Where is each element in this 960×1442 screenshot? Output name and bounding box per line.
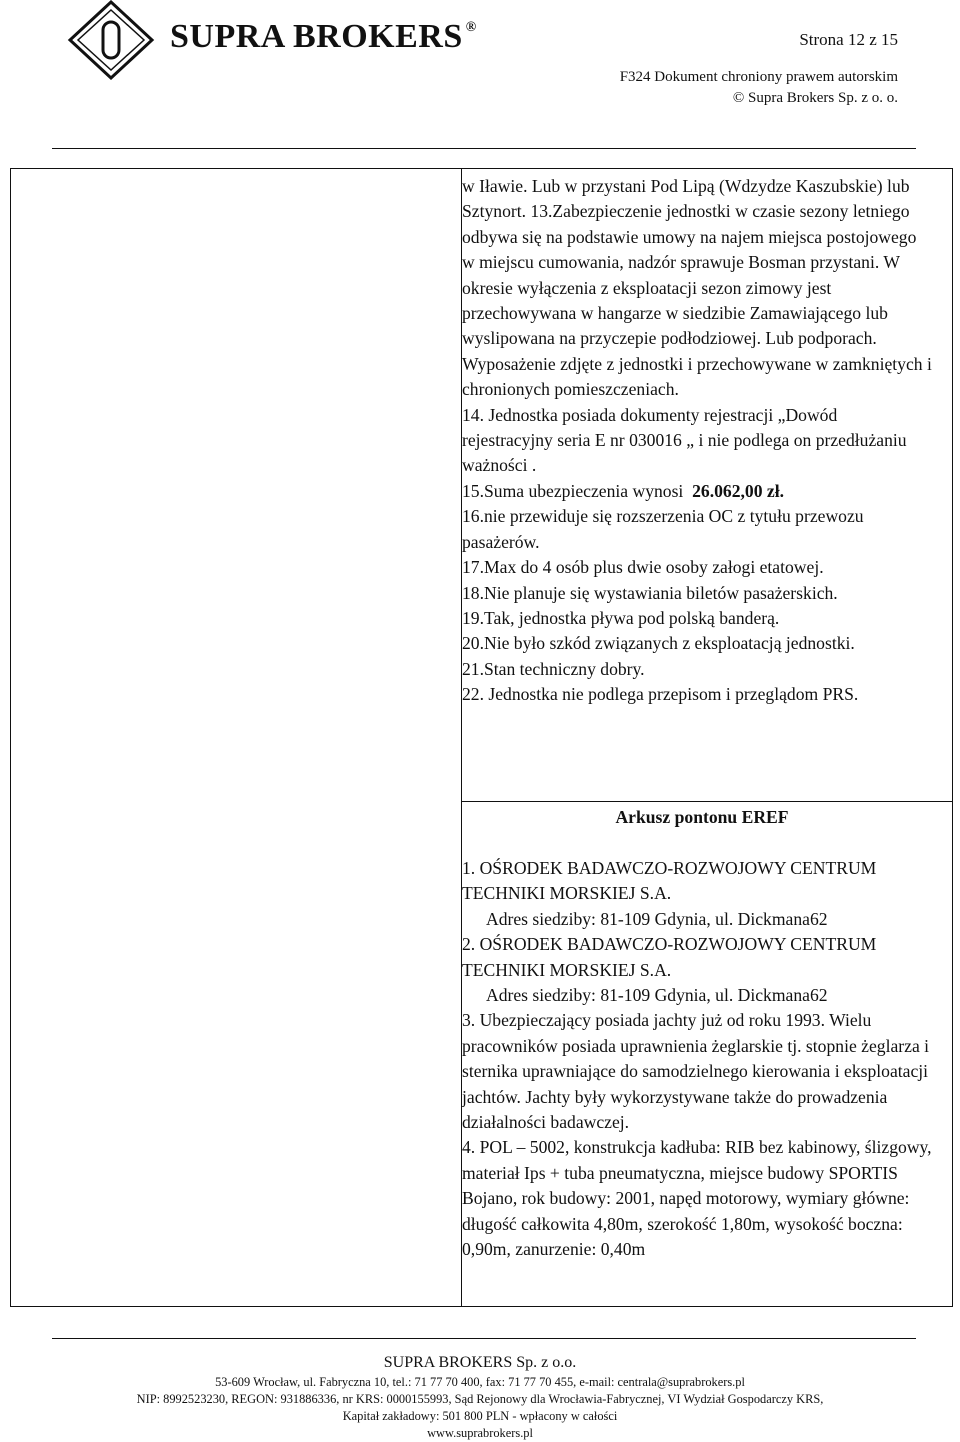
pontoon-sheet-cell (462, 856, 942, 1263)
page-number: Strona 12 z 15 (799, 30, 898, 49)
company-logo (66, 0, 486, 80)
sheet-item-3: 3. Ubezpieczający posiada jachty już od roku 1993. Wielu pracowników posiada uprawnienia żeglarskie tj. stopnie żeglarza i sternika uprawniające do samodzielnego kierowania i eksploatacji jachtów. Jachty były wykorzystywane także do prowadzenia działalności badawczej. (462, 1010, 930, 1133)
page-footer (0, 1352, 960, 1442)
page-header (0, 0, 960, 150)
sheet-item-2: 2. OŚRODEK BADAWCZO-ROZWOJOWY CENTRUM TECHNIKI MORSKIEJ S.A. (462, 934, 877, 980)
footer-company: SUPRA BROKERS Sp. z o.o. (383, 1354, 577, 1371)
sum-insured-value: 26.062,00 zł. (692, 480, 784, 501)
sheet-item-4: 4. POL – 5002, konstrukcja kadłuba: RIB bez kabinowy, ślizgowy, materiał Ips + tuba pneumatyczna, miejsce budowy SPORTIS Bojano, rok budowy: 2001, napęd motorowy, wymiary główne: długość całkowita 4,80m, szerokość 1,80m, wysokość boczna: 0,90m, zanurzenie: 0,40m (462, 1137, 932, 1260)
footer-capital: Kapitał zakładowy: 501 800 PLN - wpłacony w całości (342, 1409, 618, 1423)
paragraph-item-16: 16.nie przewiduje się rozszerzenia OC z tytułu przewozu pasażerów. (462, 506, 864, 552)
table-row-divider (461, 801, 952, 802)
paragraph-item-18: 18.Nie planuje się wystawiania biletów pasażerskich. (462, 582, 838, 603)
diamond-logo-icon (66, 0, 156, 80)
paragraph-item-19: 19.Tak, jednostka pływa pod polską banderą. (462, 607, 780, 628)
paragraph-item-21: 21.Stan techniczny dobry. (462, 658, 645, 679)
paragraph-security: w Iławie. Lub w przystani Pod Lipą (Wdzydze Kaszubskie) lub Sztynort. 13.Zabezpieczenie jednostki w czasie sezony letniego odbywa się na podstawie umowy na najem miejsca postojowego w miejscu cumowania, nadzór sprawuje Bosman przystani. W okresie wyłączenia z eksploatacji sezon zimowy jest przechowywana w hangarze w siedzibie Zamawiającego lub wyslipowana na przyczepie podłodziowej. Lub podporach. Wyposażenie zdjęte z jednostki i przechowywane w zamkniętych i chronionych pomieszczeniach. (462, 176, 932, 400)
paragraph-item-20: 20.Nie było szkód związanych z eksploatacją jednostki. (462, 633, 855, 654)
header-divider (52, 148, 916, 149)
footer-divider (52, 1338, 916, 1339)
paragraph-item-17: 17.Max do 4 osób plus dwie osoby załogi etatowej. (462, 557, 824, 578)
paragraph-sum-insured: 15.Suma ubezpieczenia wynosi 26.062,00 zł. (462, 480, 784, 501)
footer-registry: NIP: 8992523230, REGON: 931886336, nr KRS: 0000155993, Sąd Rejonowy dla Wrocławia-Fabrycznej, VI Wydział Gospodarczy KRS, (136, 1392, 824, 1406)
copyright-owner: © Supra Brokers Sp. z o. o. (732, 90, 898, 106)
sheet-item-1-address: Adres siedziby: 81-109 Gdynia, ul. Dickmana62 (486, 908, 828, 929)
vessel-description-cell (462, 174, 932, 708)
footer-address: 53-609 Wrocław, ul. Fabryczna 10, tel.: 71 77 70 400, fax: 71 77 70 455, e-mail: centrala@suprabrokers.pl (215, 1375, 745, 1389)
sheet-title: Arkusz pontonu EREF (615, 807, 789, 827)
copyright-notice: F324 Dokument chroniony prawem autorskim (619, 69, 898, 85)
sheet-item-2-address: Adres siedziby: 81-109 Gdynia, ul. Dickmana62 (486, 985, 828, 1006)
brand-name: SUPRA BROKERS ® (170, 18, 477, 55)
paragraph-registration: 14. Jednostka posiada dokumenty rejestracji „Dowód rejestracyjny seria E nr 030016 „ i nie podlega on przedłużaniu ważności . (462, 404, 907, 476)
paragraph-item-22: 22. Jednostka nie podlega przepisom i przeglądom PRS. (462, 684, 859, 705)
sheet-item-1: 1. OŚRODEK BADAWCZO-ROZWOJOWY CENTRUM TECHNIKI MORSKIEJ S.A. (462, 858, 877, 904)
footer-website[interactable]: www.suprabrokers.pl (427, 1426, 533, 1440)
